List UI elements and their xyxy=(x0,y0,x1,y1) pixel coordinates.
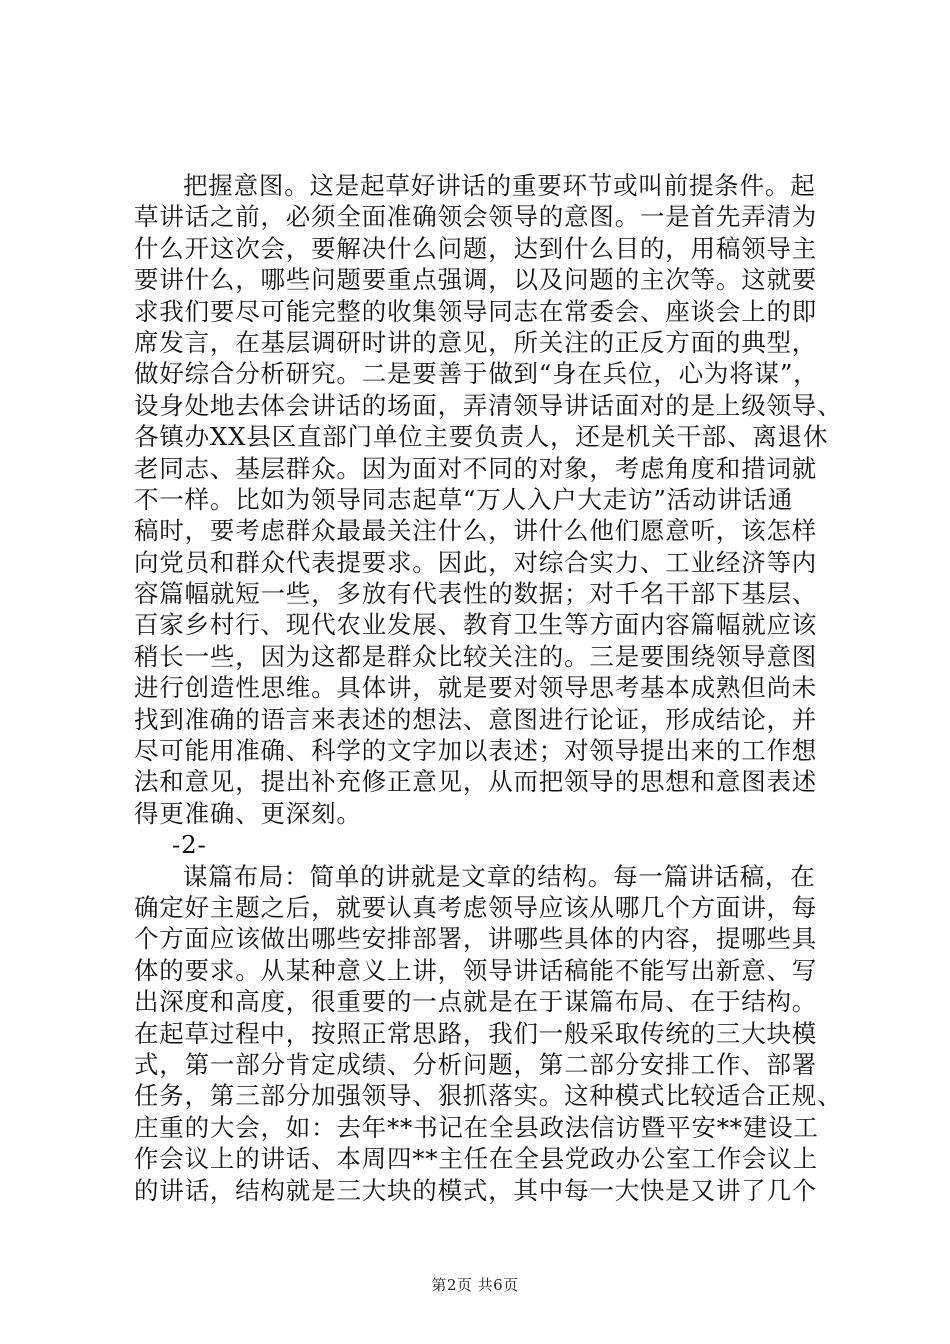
text-line: 式，第一部分肯定成绩、分析问题，第二部分安排工作、部署 xyxy=(134,1049,818,1079)
text-line: 确定好主题之后，就要认真考虑领导应该从哪几个方面讲，每 xyxy=(134,892,818,922)
text-line: 体的要求。从某种意义上讲，领导讲话稿能不能写出新意、写 xyxy=(134,955,818,985)
text-line: 法和意见，提出补充修正意见，从而把领导的思想和意图表述 xyxy=(134,767,818,797)
text-line: 求我们要尽可能完整的收集领导同志在常委会、座谈会上的即 xyxy=(134,296,818,326)
text-line: 什么开这次会，要解决什么问题，达到什么目的，用稿领导主 xyxy=(134,233,818,263)
text-line: 不一样。比如为领导同志起草“万人入户大走访”活动讲话通 xyxy=(134,484,794,514)
text-line: 个方面应该做出哪些安排部署，讲哪些具体的内容，提哪些具 xyxy=(134,924,818,954)
text-line: 进行创造性思维。具体讲，就是要对领导思考基本成熟但尚未 xyxy=(134,673,818,703)
text-line: 稍长一些，因为这都是群众比较关注的。三是要围绕领导意图 xyxy=(134,641,818,671)
text-line: 得更准确、更深刻。 xyxy=(134,798,362,828)
text-line: 稿时，要考虑群众最最关注什么，讲什么他们愿意听，该怎样 xyxy=(134,516,818,546)
text-line: 席发言，在基层调研时讲的意见，所关注的正反方面的典型， xyxy=(134,327,818,357)
page-number-info: 第2页 共6页 xyxy=(431,1276,519,1294)
text-line: 百家乡村行、现代农业发展、教育卫生等方面内容篇幅就应该 xyxy=(134,610,818,640)
inline-page-marker: -2- xyxy=(172,830,207,860)
text-line: 在起草过程中，按照正常思路，我们一般采取传统的三大块模 xyxy=(134,1018,818,1048)
text-line: 向党员和群众代表提要求。因此，对综合实力、工业经济等内 xyxy=(134,547,818,577)
text-line: 各镇办XX县区直部门单位主要负责人，还是机关干部、离退休 xyxy=(134,422,829,452)
text-line: 要讲什么，哪些问题要重点强调，以及问题的主次等。这就要 xyxy=(134,265,818,295)
text-line: 作会议上的讲话、本周四**主任在全县党政办公室工作会议上 xyxy=(134,1144,818,1174)
text-line: 任务，第三部分加强领导、狠抓落实。这种模式比较适合正规、 xyxy=(134,1081,843,1111)
text-line: 设身处地去体会讲话的场面，弄清领导讲话面对的是上级领导、 xyxy=(134,390,843,420)
text-line: 谋篇布局：简单的讲就是文章的结构。每一篇讲话稿，在 xyxy=(183,861,816,891)
text-line: 尽可能用准确、科学的文字加以表述；对领导提出来的工作想 xyxy=(134,736,818,766)
paragraph-plan-structure xyxy=(134,861,843,1206)
text-line: 的讲话，结构就是三大块的模式，其中每一大快是又讲了几个 xyxy=(134,1175,818,1205)
text-line: 草讲话之前，必须全面准确领会领导的意图。一是首先弄清为 xyxy=(134,202,818,232)
text-line: 做好综合分析研究。二是要善于做到“身在兵位，心为将谋”， xyxy=(134,359,819,389)
text-line: 找到准确的语言来表述的想法、意图进行论证，形成结论，并 xyxy=(134,704,818,734)
text-line: 庄重的大会，如：去年**书记在全县政法信访暨平安**建设工 xyxy=(134,1112,819,1142)
text-line: 出深度和高度，很重要的一点就是在于谋篇布局、在于结构。 xyxy=(134,987,818,1017)
text-line: 把握意图。这是起草好讲话的重要环节或叫前提条件。起 xyxy=(183,171,816,200)
text-line: 容篇幅就短一些，多放有代表性的数据；对千名干部下基层、 xyxy=(134,579,818,609)
paragraph-grasp-intent xyxy=(134,170,843,829)
document-body xyxy=(134,170,843,1206)
text-line: 老同志、基层群众。因为面对不同的对象，考虑角度和措词就 xyxy=(134,453,818,483)
page-footer xyxy=(0,1274,950,1295)
